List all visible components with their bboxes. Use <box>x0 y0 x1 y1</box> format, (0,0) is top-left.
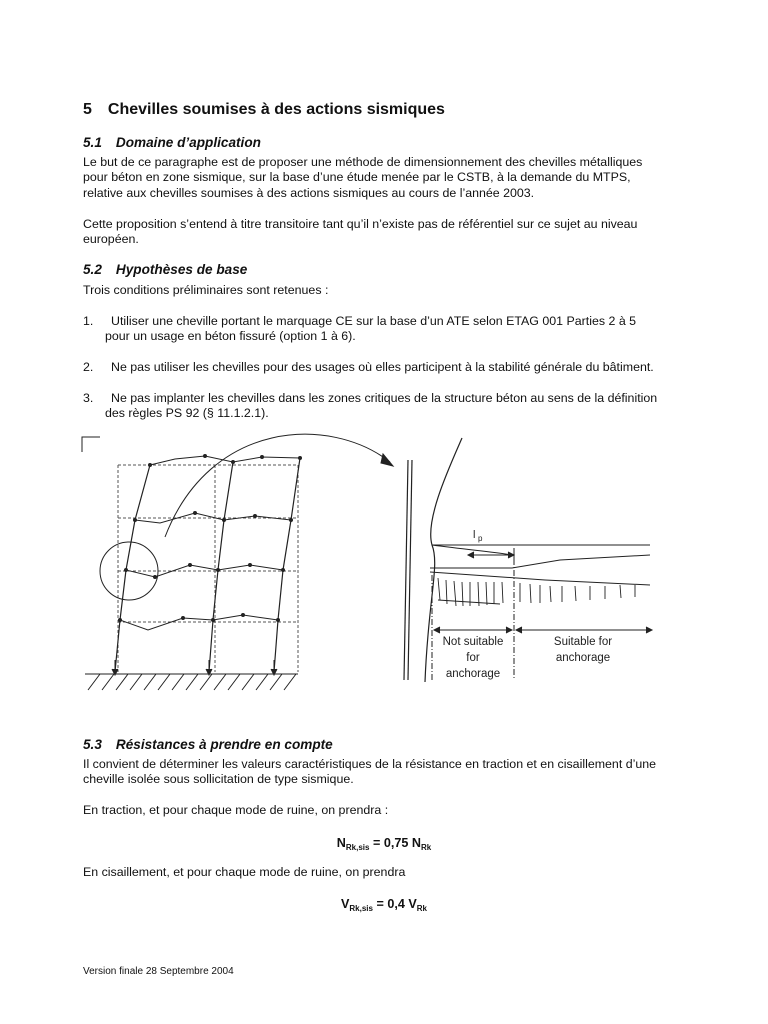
not-suitable-label: for <box>466 652 480 664</box>
crack-pattern <box>438 578 635 606</box>
support-arrows <box>112 660 277 675</box>
subsection-number: 5.1 <box>83 135 102 150</box>
corner-mark <box>82 437 100 452</box>
subsection-title: Hypothèses de base <box>115 262 248 277</box>
deformed-beams <box>120 456 300 630</box>
text-line: Utiliser une cheville portant le marquage CE sur la base d’un ATE selon ETAG 001 Parties 2 à 5 <box>111 314 637 328</box>
lp-label: l <box>473 529 476 541</box>
formula-symbol: V <box>341 897 350 911</box>
curved-arrow <box>165 434 390 537</box>
lp-subscript: p <box>478 534 483 543</box>
text-line: En traction, et pour chaque mode de ruine, on prendra : <box>83 803 389 817</box>
text-line: Ne pas utiliser les chevilles pour des usages où elles participent à la stabilité générale du bâtiment. <box>111 360 654 374</box>
subsection-number: 5.2 <box>83 262 102 277</box>
list-number: 1. <box>83 314 94 328</box>
text-line: cheville isolée sous sollicitation de type sismique. <box>83 772 354 787</box>
arrow-head <box>381 454 393 466</box>
paragraph <box>83 757 656 788</box>
text-line: En cisaillement, et pour chaque mode de ruine, on prendra <box>83 865 406 879</box>
zone-arrows <box>434 627 652 633</box>
text-line: Ne pas implanter les chevilles dans les zones critiques de la structure béton au sens de la définition <box>111 391 658 405</box>
formula-shear <box>0 897 768 913</box>
text-line: Il convient de déterminer les valeurs caractéristiques de la résistance en traction et en cisaillement d’une <box>83 757 657 771</box>
text-line: pour un usage en béton fissuré (option 1 à 6). <box>105 329 356 344</box>
footer-version: Version finale 28 Septembre 2004 <box>83 966 234 977</box>
suitable-label: anchorage <box>555 652 611 664</box>
formula-traction <box>0 836 768 852</box>
subsection-heading-5-3 <box>83 737 333 752</box>
formula-subscript: Rk,sis <box>349 904 373 913</box>
formula-symbol: N <box>336 836 346 850</box>
formula-expression: = 0,75 N <box>369 836 421 850</box>
formula-subscript: Rk,sis <box>345 843 370 852</box>
formula-expression: = 0,4 V <box>372 897 417 911</box>
text-line: des règles PS 92 (§ 11.1.2.1). <box>105 406 269 421</box>
not-suitable-label: Not suitable <box>442 636 504 648</box>
suitable-label: Suitable for <box>553 636 613 648</box>
list-number: 3. <box>83 391 94 405</box>
intro-text: Trois conditions préliminaires sont retenues : <box>83 283 329 297</box>
subsection-title: Domaine d’application <box>115 135 261 150</box>
text-line: relative aux chevilles soumises à des actions sismiques au cours de l’année 2003. <box>83 185 535 200</box>
text-line: Le but de ce paragraphe est de proposer une méthode de dimensionnement des chevilles métalliques <box>83 155 643 169</box>
deformed-columns <box>115 458 300 672</box>
ground-hatching <box>85 674 298 690</box>
text-line: Cette proposition s’entend à titre transitoire tant qu’il n’existe pas de référentiel sur ce sujet au niveau <box>83 217 638 231</box>
list-number: 2. <box>83 360 94 374</box>
formula-subscript: Rk <box>420 843 432 852</box>
subsection-number: 5.3 <box>83 737 102 752</box>
section-title: Chevilles soumises à des actions sismiques <box>107 101 445 118</box>
not-suitable-label: anchorage <box>445 668 501 680</box>
formula-subscript: Rk <box>416 904 427 913</box>
subsection-title: Résistances à prendre en compte <box>115 737 333 752</box>
section-number: 5 <box>83 101 92 118</box>
detail-beam <box>430 545 650 585</box>
text-line: pour béton en zone sismique, sur la base d’une étude menée par le CSTB, à la demande du MTPS, <box>83 170 631 185</box>
text-line: européen. <box>83 232 139 247</box>
